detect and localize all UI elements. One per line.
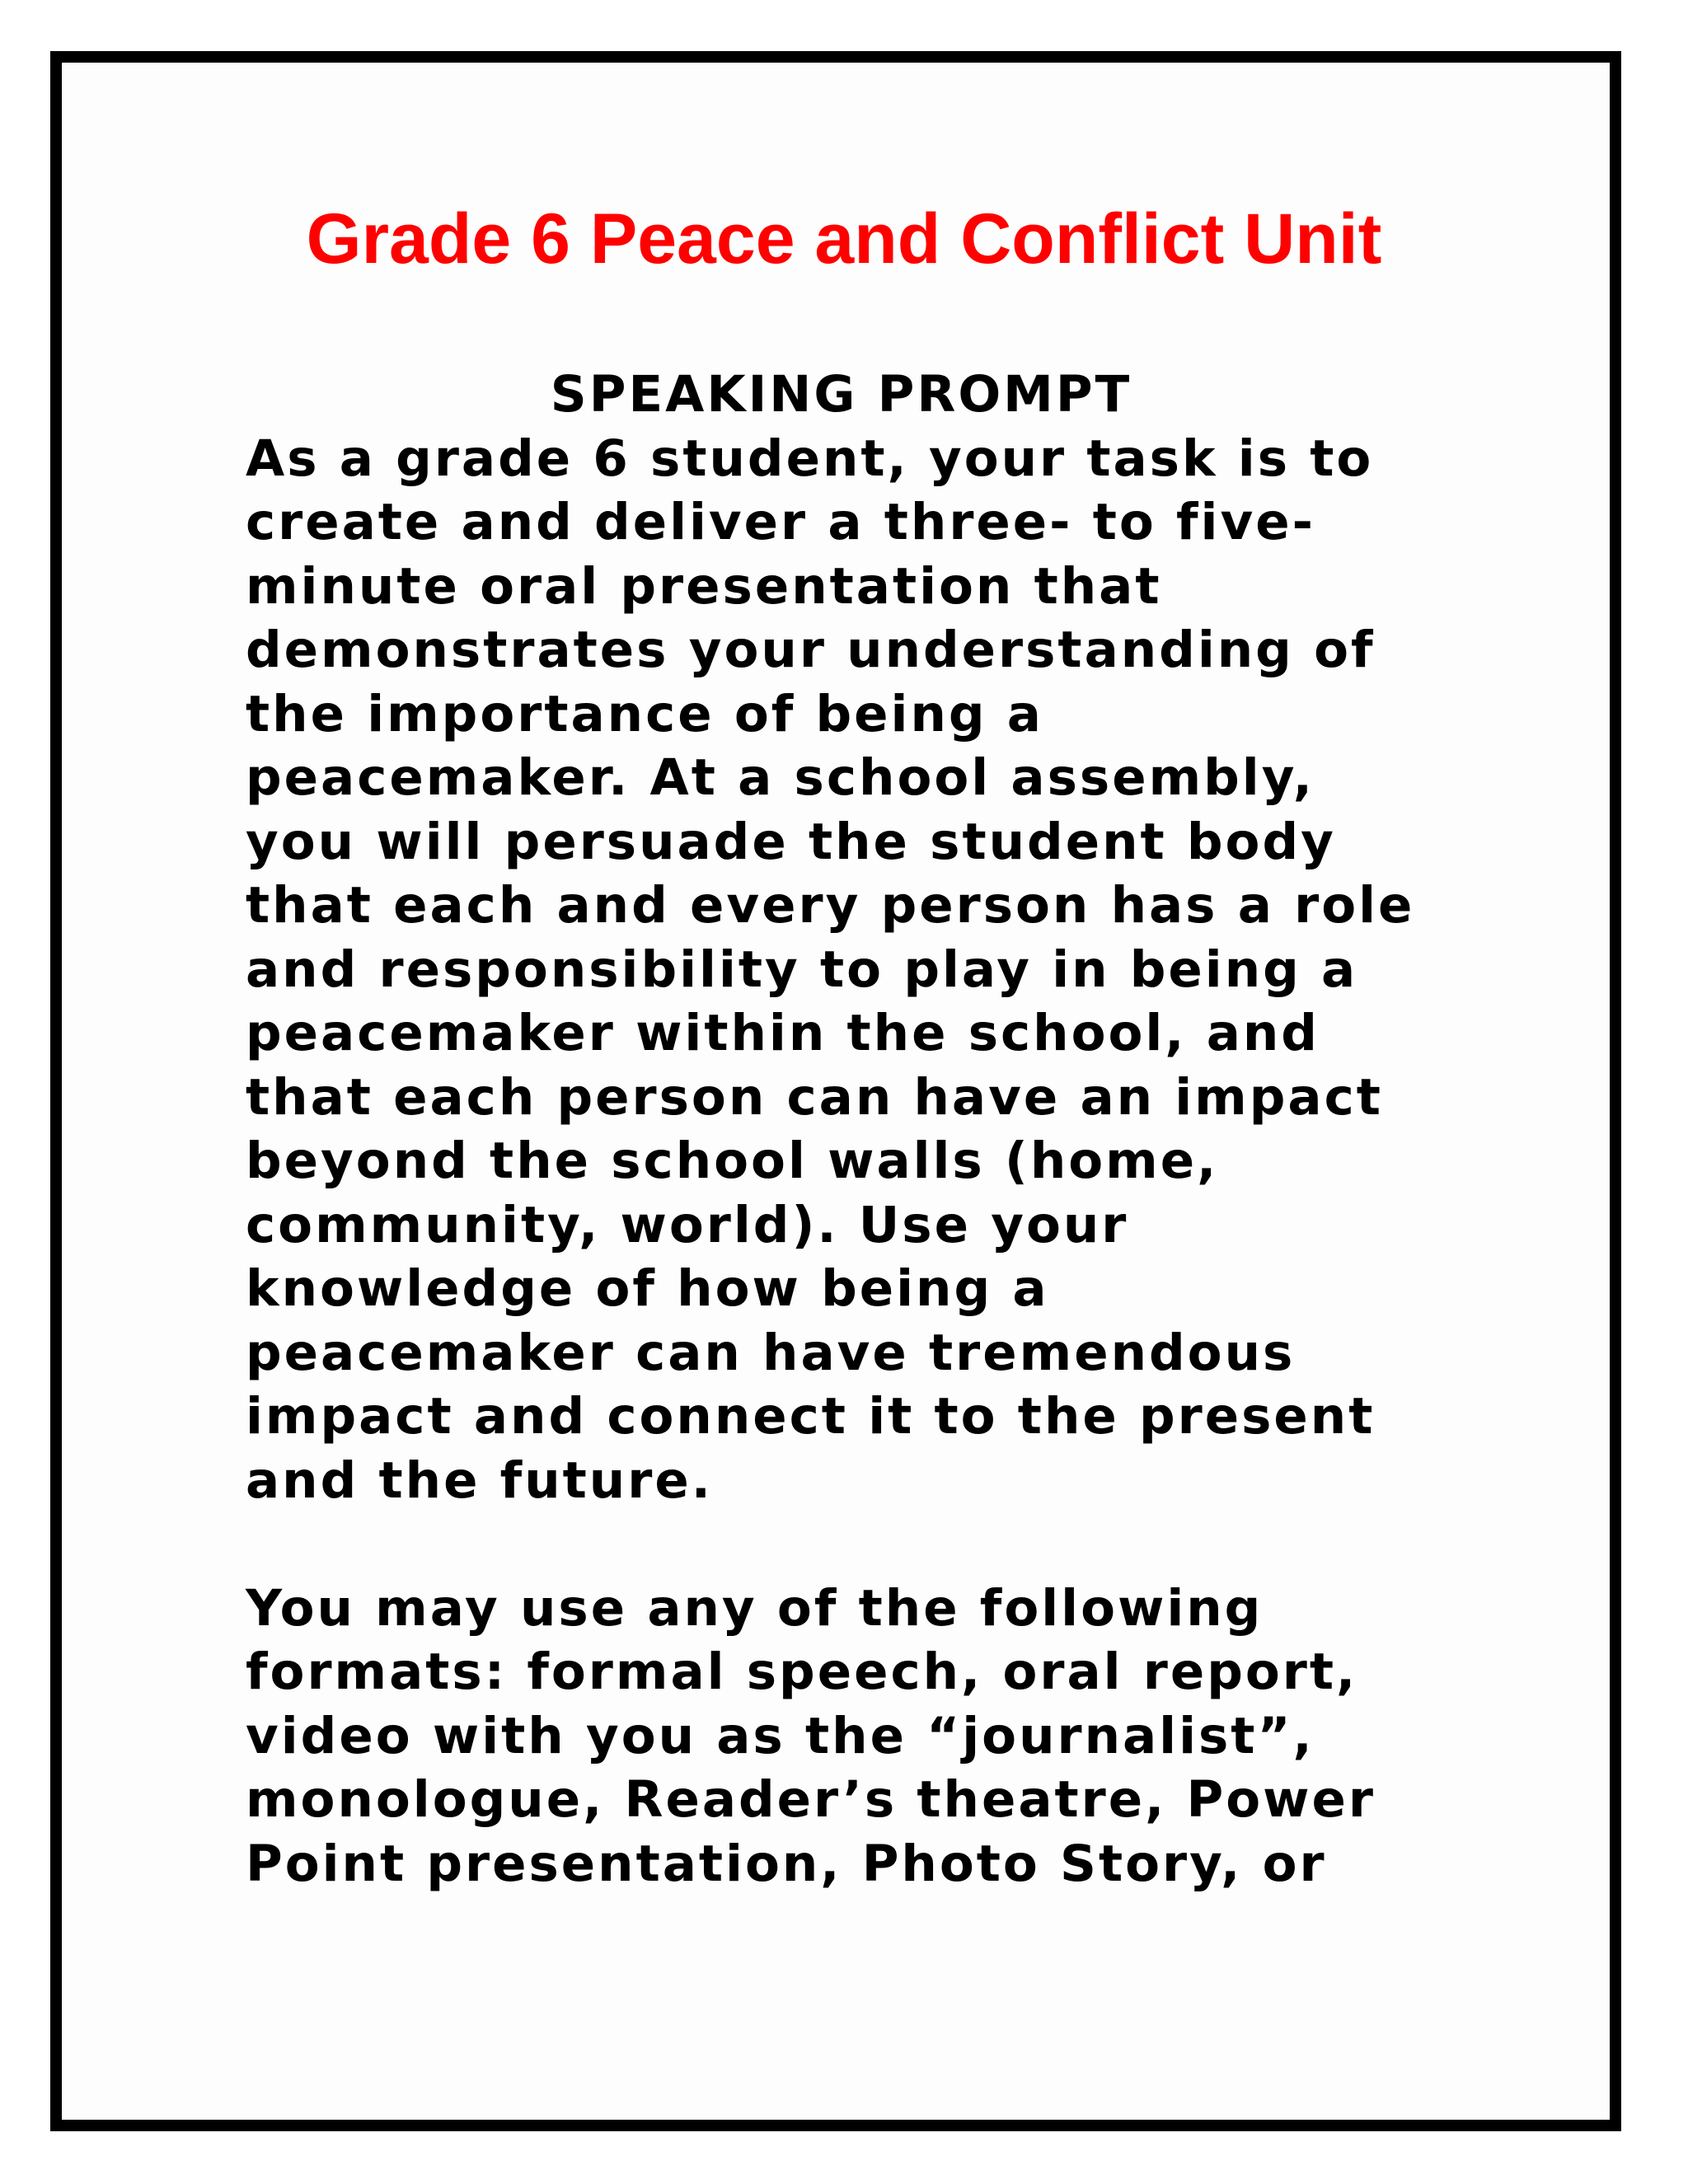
paragraph-line: and the future.	[246, 1451, 713, 1510]
prompt-paragraph-formats	[246, 1577, 1465, 1896]
paragraph-line: peacemaker. At a school assembly,	[246, 748, 1315, 807]
paragraph-spacer	[246, 1512, 1465, 1577]
paragraph-line: you will persuade the student body	[246, 812, 1336, 871]
paragraph-line: video with you as the “journalist”,	[246, 1706, 1315, 1765]
paragraph-line: the importance of being a	[246, 684, 1043, 743]
paragraph-line: that each person can have an impact	[246, 1067, 1383, 1127]
paragraph-line: As a grade 6 student, your task is to	[246, 429, 1374, 488]
paragraph-line: peacemaker can have tremendous	[246, 1323, 1296, 1382]
section-heading: SPEAKING PROMPT	[550, 365, 1132, 424]
paragraph-line: You may use any of the following	[246, 1578, 1264, 1638]
paragraph-line: formats: formal speech, oral report,	[246, 1643, 1358, 1701]
paragraph-line: and responsibility to play in being a	[246, 940, 1358, 999]
paragraph-line: Point presentation, Photo Story, or	[246, 1834, 1327, 1893]
paragraph-line: monologue, Reader’s theatre, Power	[246, 1770, 1376, 1829]
document-title: Grade 6 Peace and Conflict Unit	[306, 199, 1382, 279]
paragraph-line: minute oral presentation that	[246, 556, 1162, 616]
paragraph-line: create and deliver a three- to five-	[246, 493, 1315, 551]
paragraph-line: impact and connect it to the present	[246, 1387, 1376, 1446]
paragraph-line: that each and every person has a role	[246, 876, 1415, 935]
paragraph-line: demonstrates your understanding of	[246, 621, 1376, 679]
paragraph-line: peacemaker within the school, and	[246, 1004, 1320, 1062]
prompt-paragraph-task	[246, 427, 1465, 1513]
prompt-content	[246, 363, 1465, 1896]
paragraph-line: beyond the school walls (home,	[246, 1132, 1219, 1190]
paragraph-line: knowledge of how being a	[246, 1259, 1049, 1318]
paragraph-line: community, world). Use your	[246, 1195, 1129, 1254]
